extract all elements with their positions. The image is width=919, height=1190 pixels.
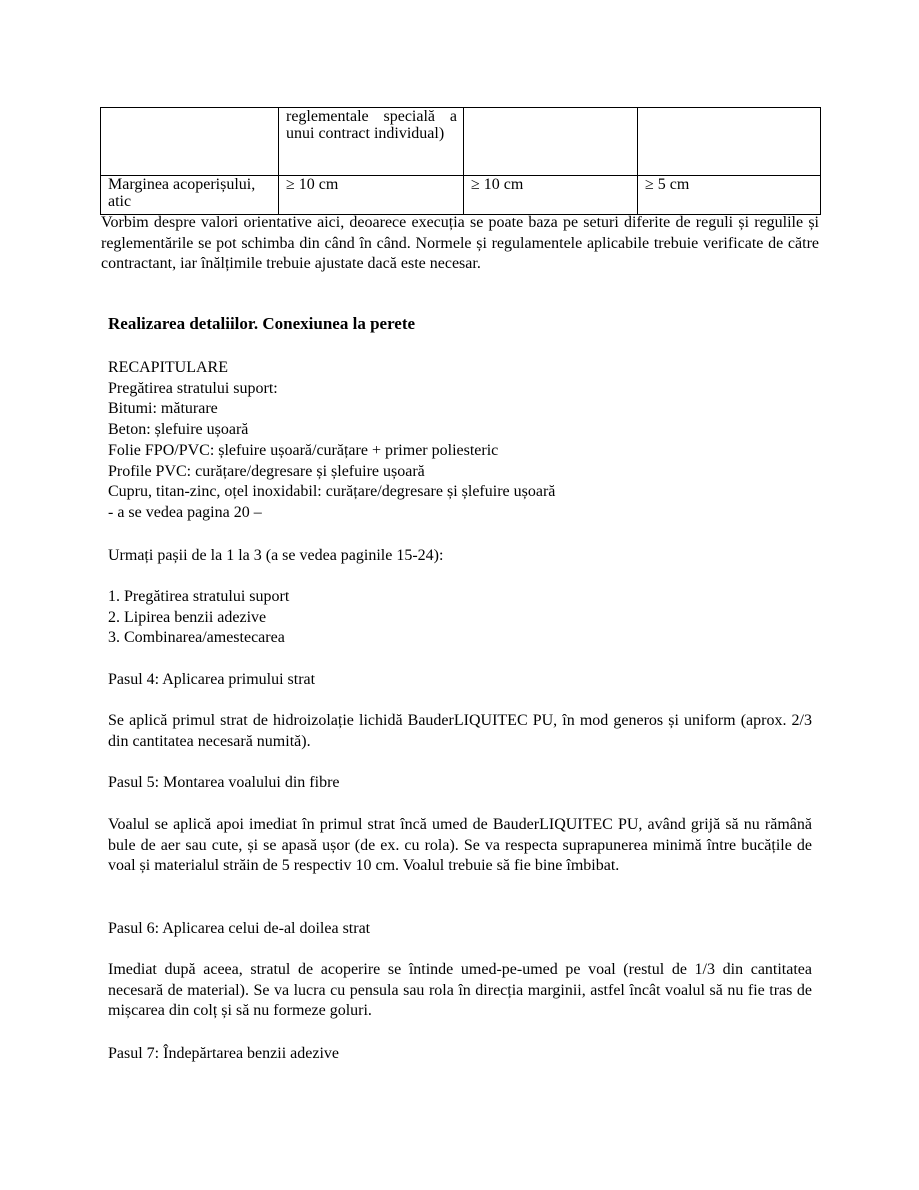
section-heading: Realizarea detaliilor. Conexiunea la perete [108,314,416,333]
step-4-title: Pasul 4: Aplicarea primului strat [108,671,316,688]
step-item: 1. Pregătirea stratului suport [108,588,290,605]
table-cell [464,108,638,176]
step-5-text: Voalul se aplică apoi imediat în primul strat încă umed de BauderLIQUITEC PU, având grijă să nu rămână bule de aer sau cute, și se apasă ușor (de ex. cu rola). Se va respecta suprapunerea minimă între bucățile de voal și materialul străin de 5 respectiv 10 cm. Voalul trebuie să fie bine îmbibat. [108,816,812,875]
height-table [100,107,821,215]
table-cell [101,108,279,176]
recap-line: Pregătirea stratului suport: [108,379,278,397]
recap-line: RECAPITULARE [108,359,228,376]
step-5-title: Pasul 5: Montarea voalului din fibre [108,774,340,791]
table-row [101,108,821,176]
recap-line: Folie FPO/PVC: șlefuire ușoară/curățare + primer poliesteric [108,441,499,459]
recap-line: Profile PVC: curățare/degresare și șlefuire ușoară [108,462,425,480]
step-7-title: Pasul 7: Îndepărtarea benzii adezive [108,1045,339,1062]
table-cell: ≥ 10 cm [279,176,464,215]
recap-line: Cupru, titan-zinc, oțel inoxidabil: curățare/degresare și șlefuire ușoară [108,483,556,501]
step-item: 3. Combinarea/amestecarea [108,629,285,647]
table-cell: reglementale specială a unui contract individual) [279,108,464,176]
note-paragraph: Vorbim despre valori orientative aici, deoarece execuția se poate baza pe seturi diferite de reguli și regulile și reglementările se pot schimba din când în când. Normele și regulamentele aplicabile trebuie verificate de către contractant, iar înălțimile trebuie ajustate dacă este necesar. [101,214,819,273]
recap-list [108,358,812,524]
table-cell: ≥ 10 cm [464,176,638,215]
table-cell: Marginea acoperișului, atic [101,176,279,215]
step-6-text: Imediat după aceea, stratul de acoperire se întinde umed-pe-umed pe voal (restul de 1/3 din cantitatea necesară de material). Se va lucra cu pensula sau rola în direcția marginii, astfel încât voalul să nu fie tras de mișcarea din colț și să nu formeze goluri. [108,961,812,1020]
steps-list [108,587,812,649]
recap-line: - a se vedea pagina 20 – [108,503,262,521]
recap-line: Bitumi: măturare [108,400,218,418]
recap-line: Beton: șlefuire ușoară [108,421,249,439]
steps-intro: Urmați pașii de la 1 la 3 (a se vedea paginile 15-24): [108,547,444,564]
table-row [101,176,821,215]
step-item: 2. Lipirea benzii adezive [108,608,267,626]
table-cell: ≥ 5 cm [638,176,821,215]
step-4-text: Se aplică primul strat de hidroizolație lichidă BauderLIQUITEC PU, în mod generos și uniform (aprox. 2/3 din cantitatea necesară numită). [108,712,812,750]
step-6-title: Pasul 6: Aplicarea celui de-al doilea strat [108,920,371,937]
table-cell [638,108,821,176]
